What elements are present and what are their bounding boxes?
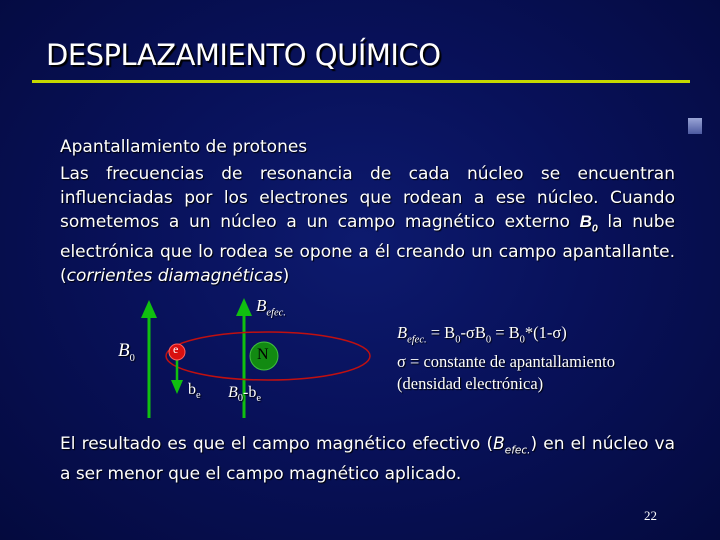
b0-label: $B_0$: [118, 340, 135, 364]
paragraph-text-after: ): [282, 265, 290, 286]
page-number: 22: [644, 508, 657, 523]
formula-line-1: $B_{efec.} = B_0-\sigma B_0 = B_0*(1-\sigma)$: [397, 323, 567, 346]
b0-minus-be-label: $B_0-b_e$: [228, 384, 262, 405]
nucleus-label: N: [257, 346, 269, 363]
conclusion-paragraph: El resultado es que el campo magnético efectivo $(B_{efec.})$ en el núcleo va a ser menor que el campo magnético aplicado.: [60, 434, 676, 484]
slide-title: DESPLAZAMIENTO QUÍMICO: [46, 38, 441, 72]
electron-label: e: [173, 342, 179, 356]
field-symbol: $B_0$: [579, 212, 598, 235]
befec-symbol: $B_{efec.}$: [493, 434, 531, 457]
befec-label: $B_{efec.}$: [256, 296, 286, 319]
diamagnetic-currents-text: corrientes diamagnéticas: [66, 265, 283, 286]
be-label: $b_e$: [188, 381, 201, 402]
formula-line-3: (densidad electrónica): [397, 374, 544, 394]
paragraph-text-middle: la nube electrónica que lo rodea se opone a él creando un campo apantallante. (: [60, 212, 675, 286]
shielding-formula: [397, 322, 687, 395]
b0-arrow: [141, 300, 157, 418]
subtitle: Apantallamiento de protones: [60, 137, 308, 157]
formula-line-2: σ = constante de apantallamiento: [397, 352, 615, 372]
paragraph-text-before: Las frecuencias de resonancia de cada núcleo se encuentran influenciadas por los electrones que rodean a ese núcleo. Cuando sometemos a un núcleo a un campo magnético externo: [60, 164, 675, 233]
